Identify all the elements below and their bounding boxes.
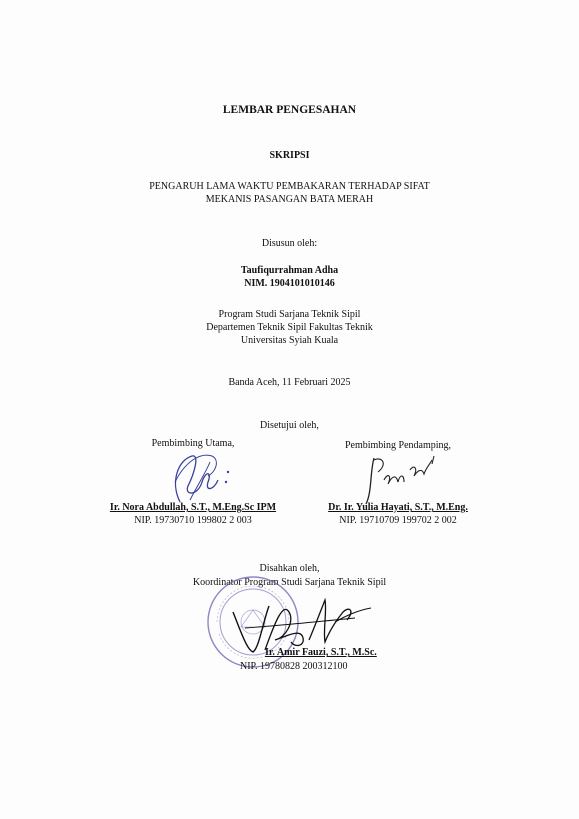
study-program: Program Studi Sarjana Teknik Sipil <box>218 309 361 320</box>
coordinator-nip: NIP. 19780828 200312100 <box>240 661 348 672</box>
thesis-title-line-2: MEKANIS PASANGAN BATA MERAH <box>205 194 374 205</box>
thesis-title-line-1: PENGARUH LAMA WAKTU PEMBAKARAN TERHADAP SIFAT <box>149 181 430 192</box>
ratified-by-label: Disahkan oleh, <box>259 563 320 574</box>
university: Universitas Syiah Kuala <box>240 335 339 346</box>
page-heading: LEMBAR PENGESAHAN <box>222 104 357 116</box>
co-advisor-signature <box>358 452 438 507</box>
author-nim: NIM. 1904101010146 <box>244 278 335 289</box>
main-advisor-name: Ir. Nora Abdullah, S.T., M.Eng.Sc IPM <box>109 502 277 513</box>
compiled-by-label: Disusun oleh: <box>261 238 318 249</box>
co-advisor-role: Pembimbing Pendamping, <box>344 440 452 451</box>
department: Departemen Teknik Sipil Fakultas Teknik <box>206 322 373 333</box>
author-name: Taufiqurrahman Adha <box>240 265 339 276</box>
co-advisor-name: Dr. Ir. Yulia Hayati, S.T., M.Eng. <box>328 502 468 513</box>
main-advisor-signature <box>150 452 240 507</box>
coordinator-role: Koordinator Program Studi Sarjana Teknik Sipil <box>192 577 387 588</box>
coordinator-name: Ir. Amir Fauzi, S.T., M.Sc. <box>265 647 377 658</box>
main-advisor-role: Pembimbing Utama, <box>151 438 235 449</box>
approved-by-label: Disetujui oleh, <box>260 420 319 431</box>
place-and-date: Banda Aceh, 11 Februari 2025 <box>228 377 351 388</box>
main-advisor-nip: NIP. 19730710 199802 2 003 <box>134 515 252 526</box>
document-type: SKRIPSI <box>269 150 310 161</box>
co-advisor-nip: NIP. 19710709 199702 2 002 <box>339 515 457 526</box>
